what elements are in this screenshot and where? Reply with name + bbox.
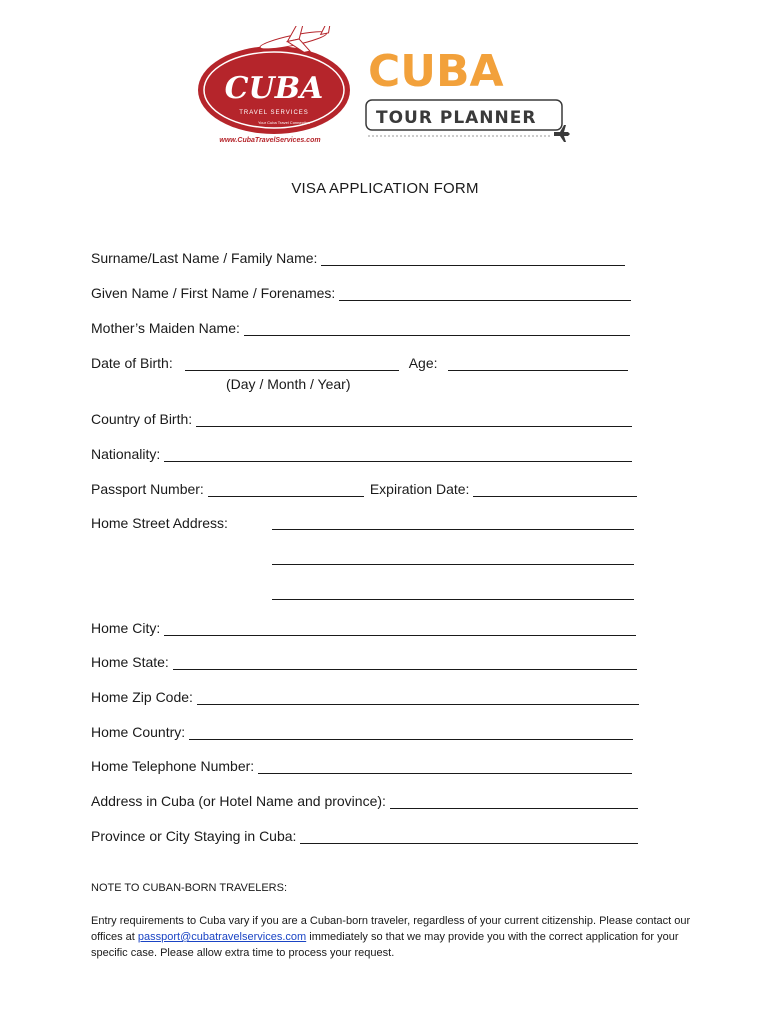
cuba-address-field[interactable] — [390, 794, 638, 809]
state-field[interactable] — [173, 655, 637, 670]
province-label: Province or City Staying in Cuba: — [91, 828, 297, 844]
passport-row — [91, 481, 637, 497]
city-row — [91, 620, 636, 636]
small-airplane-icon — [554, 125, 570, 142]
province-field[interactable] — [300, 829, 638, 844]
street-label: Home Street Address: — [91, 515, 228, 531]
note-body — [91, 913, 691, 961]
street-field-2[interactable] — [272, 550, 634, 565]
nationality-label: Nationality: — [91, 446, 161, 462]
city-label: Home City: — [91, 620, 161, 636]
form-title: VISA APPLICATION FORM — [291, 180, 479, 197]
expiration-label: Expiration Date: — [369, 481, 470, 497]
given-name-label: Given Name / First Name / Forenames: — [91, 285, 336, 301]
country-birth-label: Country of Birth: — [91, 411, 193, 427]
maiden-name-label: Mother’s Maiden Name: — [91, 320, 240, 336]
maiden-name-field[interactable] — [244, 321, 630, 336]
cuba-travel-services-logo — [196, 26, 358, 146]
maiden-name-row — [91, 320, 630, 336]
country-row — [91, 724, 633, 740]
note-text-2: immediately so that we may provide you with the correct application for your specific case. Please allow extra time to process your request. — [91, 931, 679, 959]
zip-label: Home Zip Code: — [91, 689, 193, 705]
country-label: Home Country: — [91, 724, 186, 740]
logo-left-small-text: Your Cuba Travel Connection — [257, 120, 311, 125]
phone-row — [91, 758, 632, 774]
nationality-field[interactable] — [164, 447, 632, 462]
street-field-1[interactable] — [272, 515, 634, 530]
expiration-field[interactable] — [473, 482, 637, 497]
street-row — [91, 515, 228, 531]
dob-row — [91, 355, 628, 371]
nationality-row — [91, 446, 632, 462]
logo-left-url: www.CubaTravelServices.com — [219, 137, 321, 144]
country-birth-row — [91, 411, 632, 427]
surname-field[interactable] — [321, 251, 625, 266]
cuba-address-label: Address in Cuba (or Hotel Name and province): — [91, 793, 386, 809]
passport-label: Passport Number: — [91, 481, 204, 497]
country-field[interactable] — [189, 725, 633, 740]
cuba-address-row — [91, 793, 638, 809]
dob-label: Date of Birth: — [91, 355, 173, 371]
phone-field[interactable] — [258, 759, 632, 774]
given-name-row — [91, 285, 631, 301]
country-birth-field[interactable] — [196, 412, 632, 427]
logo-right-tagline: TOUR PLANNER — [376, 108, 537, 128]
street-field-3[interactable] — [272, 585, 634, 600]
cuba-tour-planner-logo — [364, 44, 574, 144]
passport-field[interactable] — [208, 482, 364, 497]
zip-row — [91, 689, 639, 705]
surname-row — [91, 250, 625, 266]
surname-label: Surname/Last Name / Family Name: — [91, 250, 318, 266]
state-row — [91, 654, 637, 670]
dob-hint: (Day / Month / Year) — [226, 376, 351, 392]
phone-label: Home Telephone Number: — [91, 758, 255, 774]
city-field[interactable] — [164, 621, 636, 636]
logo-left-brand: CUBA — [224, 71, 324, 106]
logo-right-brand: CUBA — [368, 46, 504, 97]
dob-field[interactable] — [185, 356, 399, 371]
passport-email-link[interactable]: passport@cubatravelservices.com — [137, 931, 307, 943]
province-row — [91, 828, 638, 844]
note-text-1: Entry requirements to Cuba vary if you are a Cuban-born traveler, regardless of your current citizenship. Please contact our offices at — [91, 915, 691, 943]
state-label: Home State: — [91, 654, 169, 670]
zip-field[interactable] — [197, 690, 639, 705]
age-label: Age: — [408, 355, 438, 371]
age-field[interactable] — [448, 356, 628, 371]
given-name-field[interactable] — [339, 286, 631, 301]
logo-left-tagline: TRAVEL SERVICES — [239, 110, 309, 116]
note-heading: NOTE TO CUBAN-BORN TRAVELERS: — [91, 882, 288, 894]
